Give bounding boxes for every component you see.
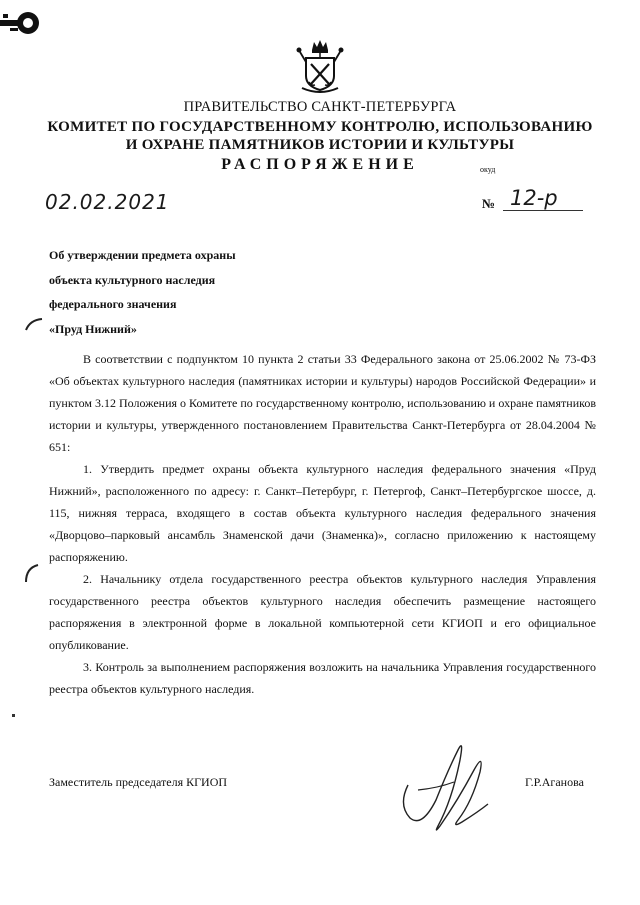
government-title: ПРАВИТЕЛЬСТВО САНКТ-ПЕТЕРБУРГА bbox=[183, 99, 457, 115]
body-paragraph-item-2: 2. Начальнику отдела государственного реестра объектов культурного наследия Управления государственного реестра объектов культурного наследия обеспечить размещение настоящего распоряжения в электронной форме в локальной компьютерной сети КГИОП и его официальное опубликование. bbox=[49, 572, 596, 652]
subject-line: «Пруд Нижний» bbox=[49, 321, 137, 336]
corner-stamp-icon bbox=[0, 6, 42, 38]
margin-mark-icon bbox=[22, 562, 42, 584]
subject-line: объекта культурного наследия bbox=[49, 272, 216, 287]
number-label: № bbox=[482, 196, 496, 211]
body-paragraph-item-3: 3. Контроль за выполнением распоряжения возложить на начальника Управления государственного реестра объектов культурного наследия. bbox=[49, 660, 596, 696]
document-date: 02.02.2021 bbox=[45, 190, 170, 214]
signatory-name: Г.Р.Аганова bbox=[525, 775, 584, 789]
document-subject bbox=[49, 243, 236, 341]
handwritten-signature bbox=[388, 730, 498, 840]
document-number: 12-р bbox=[510, 186, 558, 210]
margin-mark-icon bbox=[24, 316, 44, 332]
body-paragraph-item-1: 1. Утвердить предмет охраны объекта культурного наследия федерального значения «Пруд Нижний», расположенного по адресу: г. Санкт–Петербург, г. Петергоф, Санкт–Петербургское шоссе, д. 115, нижняя терраса, входящего в состав объекта культурного наследия федерального значения «Дворцово–парковый ансамбль Знаменской дачи (Знаменка)», согласно приложению к настоящему распоряжению. bbox=[49, 462, 596, 564]
number-underline bbox=[503, 210, 583, 211]
body-paragraph-intro: В соответствии с подпунктом 10 пункта 2 статьи 33 Федерального закона от 25.06.2002 № 73-ФЗ «Об объектах культурного наследия (памятниках истории и культуры) народов Российской Федерации» и пунктом 3.12 Положения о Комитете по государственному контролю, использованию и охране памятников истории и культуры, утвержденного постановлением Правительства Санкт-Петербурга от 28.04.2004 № 651: bbox=[49, 352, 596, 454]
committee-title-line2: И ОХРАНЕ ПАМЯТНИКОВ ИСТОРИИ И КУЛЬТУРЫ bbox=[125, 137, 515, 153]
margin-dot bbox=[12, 714, 15, 717]
okud-label: окуд bbox=[480, 165, 496, 174]
document-body bbox=[49, 348, 596, 700]
signatory-position: Заместитель председателя КГИОП bbox=[49, 775, 228, 789]
committee-title bbox=[0, 118, 640, 154]
coat-of-arms-emblem bbox=[294, 38, 346, 94]
subject-line: Об утверждении предмета охраны bbox=[49, 248, 236, 262]
committee-title-line1: КОМИТЕТ ПО ГОСУДАРСТВЕННОМУ КОНТРОЛЮ, ИСПОЛЬЗОВАНИЮ bbox=[47, 119, 593, 135]
document-type: РАСПОРЯЖЕНИЕ bbox=[221, 156, 419, 173]
subject-line: федерального значения bbox=[49, 297, 177, 311]
